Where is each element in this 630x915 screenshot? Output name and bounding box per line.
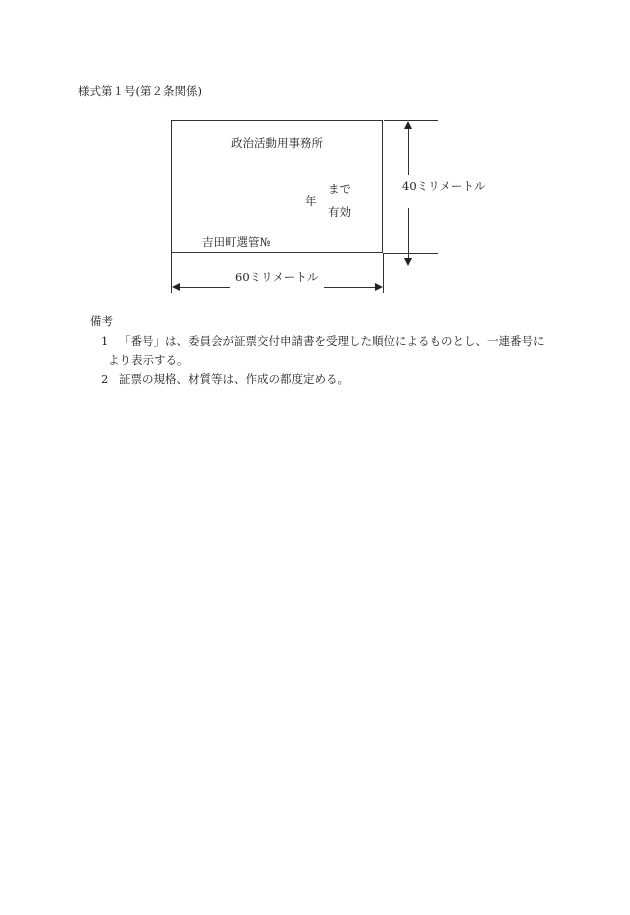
note-number: 2	[101, 372, 109, 386]
width-arrow-right-icon	[375, 283, 383, 291]
width-dimension-line-right	[324, 287, 375, 288]
width-dimension-line-left	[180, 287, 230, 288]
note-number: 1	[101, 334, 109, 348]
election-number-label: 吉田町選管№	[202, 235, 271, 249]
until-label: まで	[328, 182, 351, 196]
form-title: 様式第１号(第２条関係)	[78, 84, 202, 98]
height-dimension-label: 40ミリメートル	[402, 179, 486, 193]
width-arrow-left-icon	[172, 283, 180, 291]
height-arrow-down-icon	[404, 258, 412, 266]
width-extension-right	[383, 253, 384, 293]
note-text: 証票の規格、材質等は、作成の都度定める。	[119, 372, 349, 386]
height-dimension-line-top	[408, 128, 409, 175]
year-label: 年	[305, 194, 317, 208]
notes-heading: 備考	[90, 314, 113, 328]
office-label: 政治活動用事務所	[231, 136, 323, 150]
note-text: 「番号」は、委員会が証票交付申請書を受理した順位によるものとし、一連番号に	[119, 334, 545, 348]
note-text-continued: より表示する。	[108, 353, 189, 367]
height-extension-bottom	[384, 253, 438, 254]
width-dimension-label: 60ミリメートル	[235, 270, 319, 284]
height-dimension-line-bottom	[408, 208, 409, 258]
valid-label: 有効	[328, 205, 351, 219]
